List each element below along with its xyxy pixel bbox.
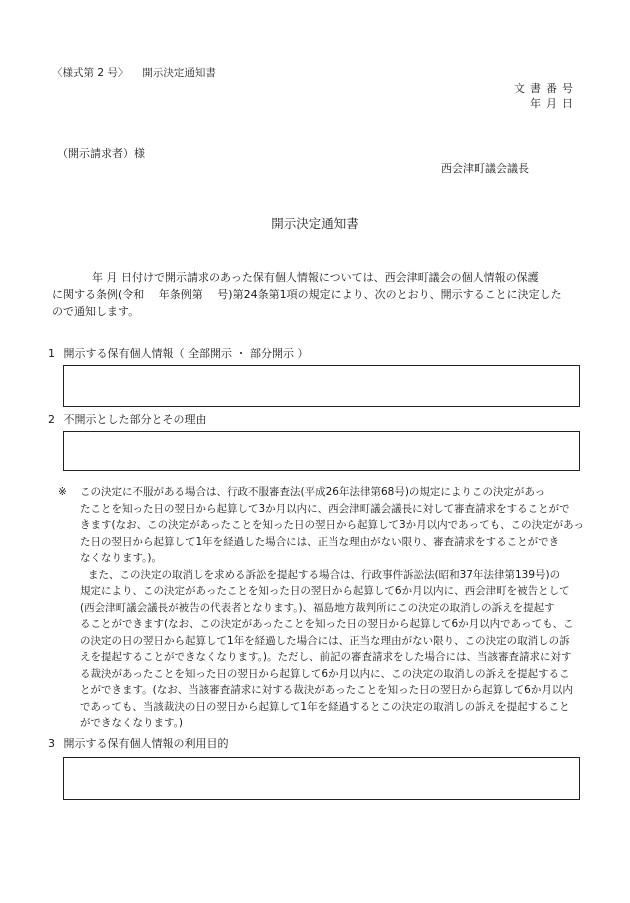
note-line: きます(なお、この決定があったことを知った日の翌日から起算して3か月以内であっても、この決定があっ <box>80 519 584 531</box>
intro-line: 年 月 日付けで開示請求のあった保有個人情報については、西会津町議会の個人情報の保護 <box>92 271 539 284</box>
section-1-field-box[interactable] <box>63 365 580 407</box>
note-mark: ※ <box>58 486 67 498</box>
section-label: 開示する保有個人情報の利用目的 <box>63 737 229 750</box>
section-number: 3 <box>48 737 55 750</box>
page-title: 開示決定通知書 <box>271 216 359 231</box>
appeal-notice <box>58 484 588 732</box>
section-label: 開示する保有個人情報（ 全部開示 ・ 部分開示 ） <box>63 347 309 360</box>
section-1-heading <box>48 348 309 359</box>
note-line: 規定により、この決定があったことを知った日の翌日から起算して6か月以内に、西会津町を被告として <box>80 585 570 597</box>
form-number-line <box>52 68 216 79</box>
intro-paragraph <box>52 269 592 320</box>
note-line: えを提起することができなくなります。)。ただし、前記の審査請求をした場合には、当該審査請求に対す <box>80 651 572 663</box>
issuer-line: 西会津町議会議長 <box>441 162 529 175</box>
note-line: る裁決があったことを知った日の翌日から起算して6か月以内に、この決定の取消しの訴えを提起するこ <box>80 667 570 680</box>
section-3-field-box[interactable] <box>63 757 580 800</box>
recipient-line: （開示請求者）様 <box>57 147 145 160</box>
note-line: (西会津町議会議長が被告の代表者となります。)、福島地方裁判所にこの決定の取消しの訴えを提起す <box>80 601 555 614</box>
document-date-label: 年月日 <box>530 97 578 110</box>
note-line: た日の翌日から起算して1年を経過した場合には、正当な理由がない限り、審査請求をすることができ <box>80 535 560 548</box>
form-label: 〈様式第 2 号〉 <box>52 67 129 79</box>
note-line: であっても、当該裁決の日の翌日から起算して1年を経過するとこの決定の取消しの訴えを提起すること <box>80 700 570 713</box>
section-number: 2 <box>48 413 55 426</box>
section-label: 不開示とした部分とその理由 <box>63 413 207 426</box>
note-line: ができなくなります。) <box>80 717 184 729</box>
note-line: この決定に不服がある場合は、行政不服審査法(平成26年法律第68号)の規定によりこの決定があっ <box>80 486 546 498</box>
document-number-label: 文書番号 <box>514 82 578 95</box>
note-line: また、この決定の取消しを求める訴訟を提起する場合は、行政事件訴訟法(昭和37年法律第139号)の <box>88 568 561 581</box>
section-3-heading <box>48 738 229 749</box>
note-line: の決定の日の翌日から起算して1年を経過した場合には、正当な理由がない限り、この決定の取消しの訴 <box>80 634 570 647</box>
note-line: ることができます(なお、この決定があったことを知った日の翌日から起算して6か月以内であっても、こ <box>80 618 574 630</box>
note-line: たことを知った日の翌日から起算して3か月以内に、西会津町議会議長に対して審査請求をすることがで <box>80 502 570 515</box>
intro-line: に関する条例(令和 年条例第 号)第24条第1項の規定により、次のとおり、開示することに決定した <box>52 288 562 301</box>
section-2-heading <box>48 414 207 425</box>
form-title: 開示決定通知書 <box>142 67 216 79</box>
section-2-field-box[interactable] <box>63 431 580 471</box>
section-number: 1 <box>48 347 55 360</box>
note-line: なくなります。)。 <box>80 552 163 564</box>
note-line: とができます。(なお、当該審査請求に対する裁決があったことを知った日の翌日から起算して6か月以内 <box>80 684 573 696</box>
intro-line: ので通知します。 <box>52 305 140 318</box>
